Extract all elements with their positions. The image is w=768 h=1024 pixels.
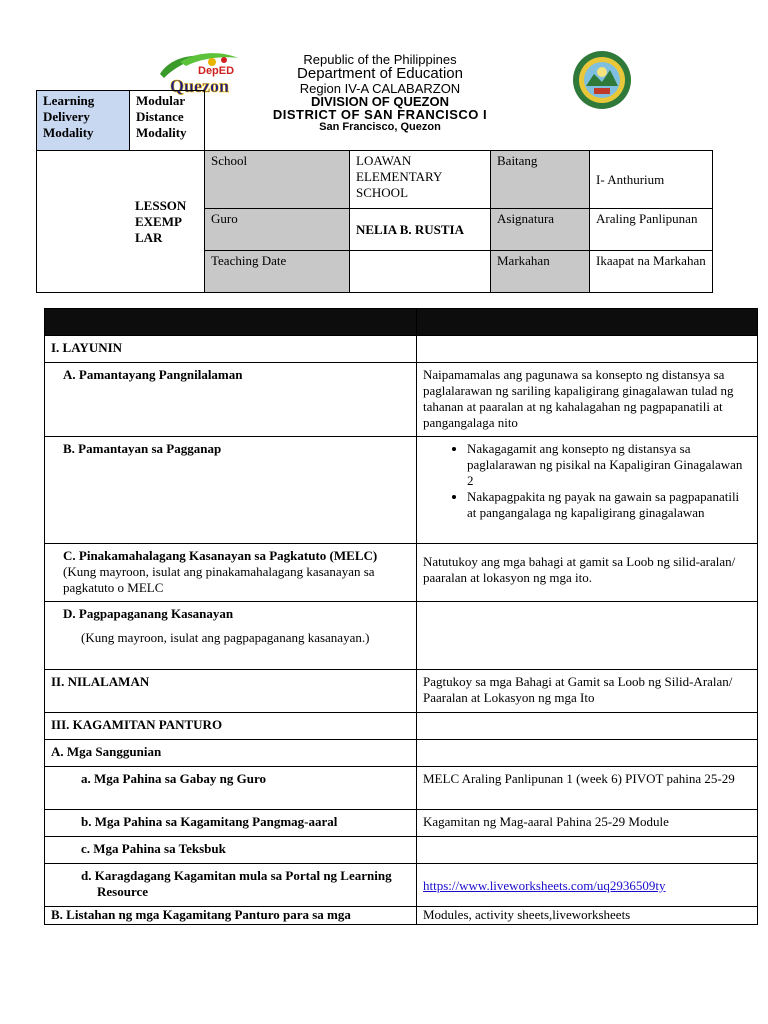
location-text: San Francisco, Quezon bbox=[319, 121, 441, 133]
asignatura-label: Asignatura bbox=[497, 211, 555, 226]
pamantayang-pangnilalaman-value: Naipamamalas ang pagunawa sa konsepto ng distansya sa paglalarawan ng sariling kapaligirang ginagalawan tulad ng tahanan at paaralan at ng kahalagahan ng pagpapanatili at pangangalaga nito bbox=[417, 363, 758, 437]
baitang-value-cell bbox=[590, 151, 713, 209]
department-text: Department of Education bbox=[297, 65, 463, 82]
row-pamantayan-sa-pagganap: B. Pamantayan sa Pagganap bbox=[45, 437, 417, 544]
liveworksheets-link[interactable]: https://www.liveworksheets.com/uq2936509ty bbox=[423, 878, 666, 893]
markahan-value: Ikaapat na Markahan bbox=[596, 253, 706, 268]
table-header-right bbox=[417, 309, 758, 336]
guro-label: Guro bbox=[211, 211, 238, 226]
nilalaman-heading: II. NILALAMAN bbox=[45, 670, 417, 713]
modality-value-cell bbox=[130, 91, 205, 151]
row-pagpapaganang-kasanayan bbox=[45, 602, 417, 670]
date-label-cell bbox=[205, 251, 350, 293]
lesson-exemplar-cell bbox=[37, 151, 205, 293]
school-label-cell bbox=[205, 151, 350, 209]
melc-value: Natutukoy ang mga bahagi at gamit sa Loob ng silid-aralan/ paaralan at lokasyon ng mga ito. bbox=[417, 544, 758, 602]
kagamitan-heading: III. KAGAMITAN PANTURO bbox=[45, 713, 417, 740]
melc-note: (Kung mayroon, isulat ang pinakamahalagang kasanayan sa pagkatuto o MELC bbox=[63, 564, 375, 595]
kagamitang-pangmag-aaral-value: Kagamitan ng Mag-aaral Pahina 25-29 Module bbox=[417, 810, 758, 837]
modality-label: Learning Delivery Modality bbox=[43, 93, 95, 140]
baitang-label-cell bbox=[491, 151, 590, 209]
row-pamantayang-pangnilalaman: A. Pamantayang Pangnilalaman bbox=[45, 363, 417, 437]
date-value-cell bbox=[350, 251, 491, 293]
school-value: LOAWAN ELEMENTARY SCHOOL bbox=[356, 153, 442, 200]
logo-text-deped: DepED bbox=[198, 65, 235, 77]
sanggunian-heading: A. Mga Sanggunian bbox=[45, 740, 417, 767]
portal-resource-value bbox=[417, 864, 758, 907]
layunin-heading: I. LAYUNIN bbox=[45, 336, 417, 363]
row-teksbuk: c. Mga Pahina sa Teksbuk bbox=[45, 837, 417, 864]
list-item: • Nakagagamit ang konsepto ng distansya sa paglalarawan ng pisikal na Kapaligiran Ginagalawan 2 bbox=[467, 441, 751, 489]
guro-value: NELIA B. RUSTIA bbox=[356, 221, 465, 237]
lesson-info-table bbox=[36, 90, 713, 293]
pagpapaganang-label: D. Pagpapaganang Kasanayan bbox=[63, 606, 234, 621]
row-kagamitang-pangmag-aaral: b. Mga Pahina sa Kagamitang Pangmag-aaral bbox=[45, 810, 417, 837]
asignatura-value: Araling Panlipunan bbox=[596, 211, 698, 226]
baitang-label: Baitang bbox=[497, 153, 538, 168]
melc-label: C. Pinakamahalagang Kasanayan sa Pagkatuto (MELC) bbox=[63, 548, 378, 563]
listahan-value: Modules, activity sheets,liveworksheets bbox=[417, 907, 758, 925]
republic-text: Republic of the Philippines bbox=[303, 52, 457, 67]
baitang-value: I- Anthurium bbox=[596, 171, 665, 187]
guro-value-cell bbox=[350, 209, 491, 251]
markahan-value-cell bbox=[590, 251, 713, 293]
table-header-left bbox=[45, 309, 417, 336]
markahan-label-cell bbox=[491, 251, 590, 293]
region-text: Region IV-A CALABARZON bbox=[299, 81, 461, 96]
markahan-label: Markahan bbox=[497, 253, 550, 268]
gabay-ng-guro-value: MELC Araling Panlipunan 1 (week 6) PIVOT pahina 25-29 bbox=[417, 767, 758, 810]
guro-label-cell bbox=[205, 209, 350, 251]
district-text: DISTRICT OF SAN FRANCISCO I bbox=[272, 107, 488, 122]
lesson-plan-table bbox=[44, 308, 758, 925]
school-value-cell bbox=[350, 151, 491, 209]
date-label: Teaching Date bbox=[211, 253, 287, 268]
row-melc bbox=[45, 544, 417, 602]
row-gabay-ng-guro: a. Mga Pahina sa Gabay ng Guro bbox=[45, 767, 417, 810]
asignatura-label-cell bbox=[491, 209, 590, 251]
nilalaman-value: Pagtukoy sa mga Bahagi at Gamit sa Loob ng Silid-Aralan/ Paaralan at Lokasyon ng mga Ito bbox=[417, 670, 758, 713]
list-item: • Nakapagpakita ng payak na gawain sa pagpapanatili at pangangalaga ng kapaligirang ginagalawan bbox=[467, 489, 751, 521]
division-text: DIVISION OF QUEZON bbox=[311, 94, 449, 109]
modality-value: Modular Distance Modality bbox=[136, 93, 187, 140]
asignatura-value-cell bbox=[590, 209, 713, 251]
row-listahan: B. Listahan ng mga Kagamitang Panturo para sa mga bbox=[45, 907, 417, 925]
school-label: School bbox=[211, 153, 248, 168]
pagpapaganang-note: (Kung mayroon, isulat ang pagpapaganang kasanayan.) bbox=[81, 630, 370, 645]
lesson-exemplar-title: LESSON EXEMP LAR bbox=[135, 197, 187, 245]
modality-label-cell bbox=[37, 91, 130, 151]
pamantayan-sa-pagganap-value bbox=[417, 437, 758, 544]
row-portal-resource: d. Karagdagang Kagamitan mula sa Portal ng Learning Resource bbox=[45, 864, 417, 907]
logo-text-quezon: Quezon bbox=[170, 76, 230, 96]
